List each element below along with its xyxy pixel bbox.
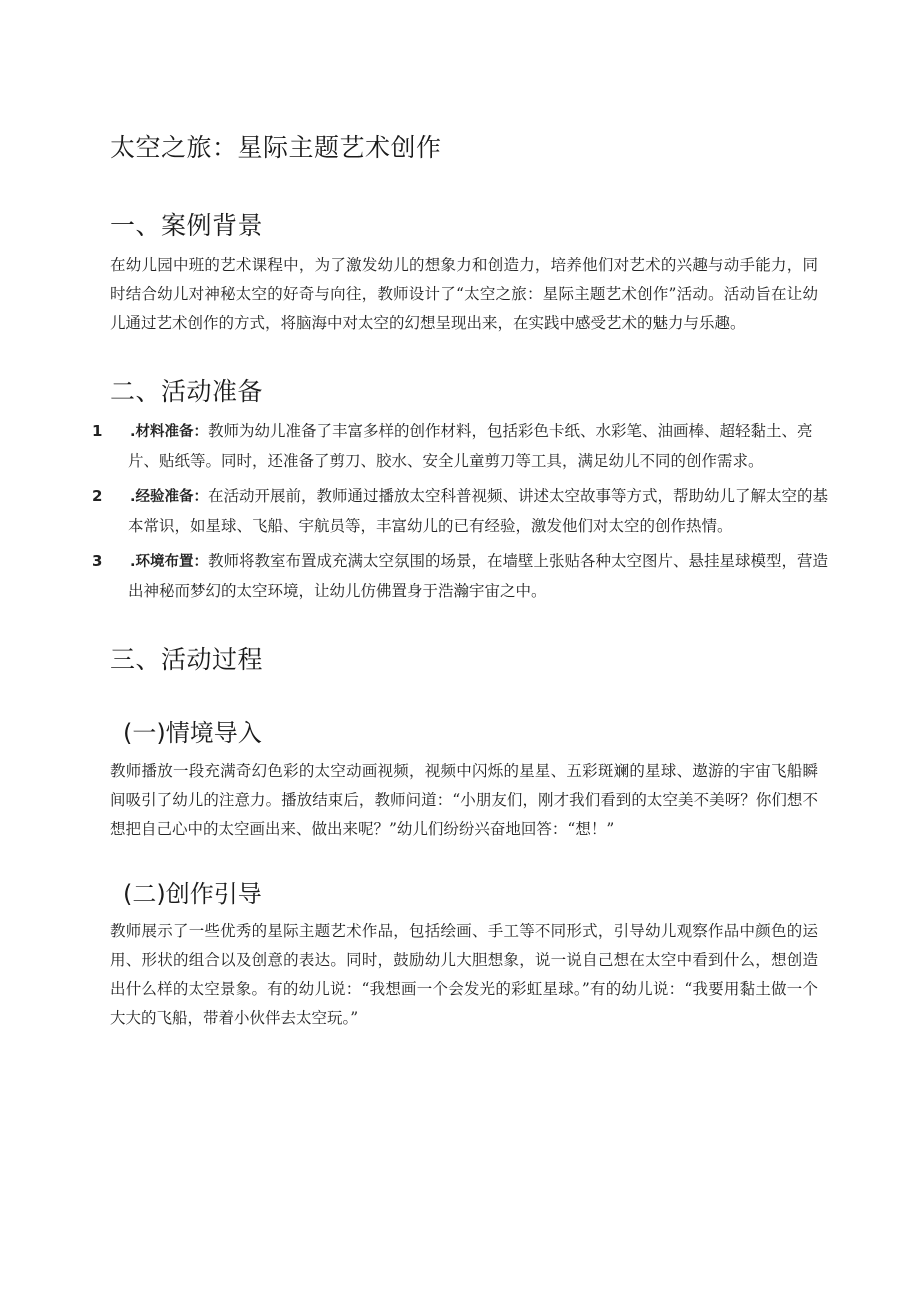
- list-item-text: 教师将教室布置成充满太空氛围的场景，在墙壁上张贴各种太空图片、悬挂星球模型，营造出神秘而梦幻的太空环境，让幼儿仿佛置身于浩瀚宇宙之中。: [128, 552, 829, 600]
- document-title: 太空之旅：星际主题艺术创作: [110, 133, 442, 162]
- list-item-text: 教师为幼儿准备了丰富多样的创作材料，包括彩色卡纸、水彩笔、油画棒、超轻黏土、亮片、贴纸等。同时，还准备了剪刀、胶水、安全儿童剪刀等工具，满足幼儿不同的创作需求。: [128, 422, 813, 470]
- list-item-number: 2: [92, 487, 103, 505]
- subsection-heading-guidance: (二)创作引导: [123, 880, 262, 908]
- list-item: [92, 547, 836, 606]
- section-heading-background: 一、案例背景: [110, 211, 264, 240]
- list-item-label: .经验准备：: [130, 489, 209, 505]
- section-heading-process: 三、活动过程: [110, 645, 264, 674]
- subsection-paragraph-guidance: 教师展示了一些优秀的星际主题艺术作品，包括绘画、手工等不同形式，引导幼儿观察作品中颜色的运用、形状的组合以及创意的表达。同时，鼓励幼儿大胆想象，说一说自己想在太空中看到什么，想创造出什么样的太空景象。有的幼儿说：“我想画一个会发光的彩虹星球。”有的幼儿说：“我要用黏土做一个大大的飞船，带着小伙伴去太空玩。”: [110, 922, 818, 1027]
- list-item-number: 1: [92, 422, 103, 440]
- list-item: [92, 417, 836, 476]
- list-item-label: .材料准备：: [130, 424, 209, 440]
- list-item-text: 在活动开展前，教师通过播放太空科普视频、讲述太空故事等方式，帮助幼儿了解太空的基本常识，如星球、飞船、宇航员等，丰富幼儿的已有经验，激发他们对太空的创作热情。: [128, 487, 829, 535]
- list-item: [92, 482, 836, 541]
- list-item-number: 3: [92, 552, 103, 570]
- list-item-label: .环境布置：: [130, 554, 209, 570]
- subsection-heading-intro: (一)情境导入: [123, 719, 262, 747]
- section-paragraph-background: 在幼儿园中班的艺术课程中，为了激发幼儿的想象力和创造力，培养他们对艺术的兴趣与动手能力，同时结合幼儿对神秘太空的好奇与向往，教师设计了“太空之旅：星际主题艺术创作”活动。活动旨在让幼儿通过艺术创作的方式，将脑海中对太空的幻想呈现出来，在实践中感受艺术的魅力与乐趣。: [110, 256, 818, 332]
- section-heading-preparation: 二、活动准备: [110, 377, 264, 406]
- subsection-paragraph-intro: 教师播放一段充满奇幻色彩的太空动画视频，视频中闪烁的星星、五彩斑斓的星球、遨游的宇宙飞船瞬间吸引了幼儿的注意力。播放结束后，教师问道：“小朋友们，刚才我们看到的太空美不美呀？你们想不想把自己心中的太空画出来、做出来呢？”幼儿们纷纷兴奋地回答：“想！”: [110, 762, 818, 838]
